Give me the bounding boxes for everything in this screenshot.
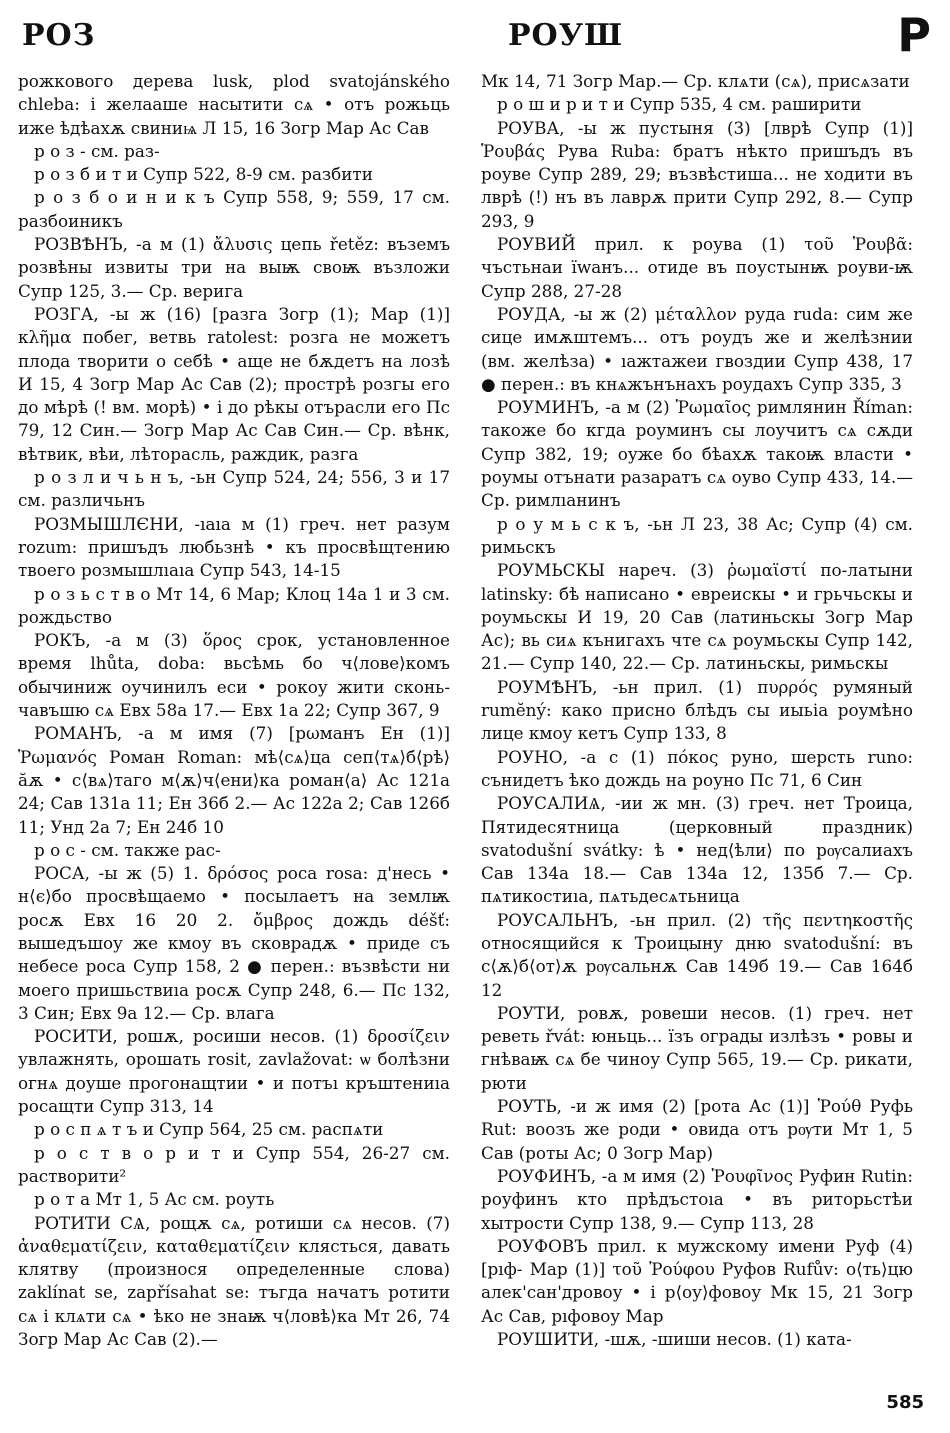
dictionary-entry: р о с - см. также рас-	[34, 839, 221, 860]
dictionary-entry: РОУТИ, ровѫ, ровеши несов. (1) греч. нет реветь řvát: юньць... їзъ ограды излѣзъ • ровы и гнѣваѭ сѧ бе чиноу Супр 565, 19.— Ср. рикати, рюти	[481, 1002, 913, 1093]
dictionary-entry: р о з - см. раз-	[34, 140, 160, 161]
dictionary-entry: р о с т в о р и т и Супр 554, 26-27 см. растворити²	[18, 1142, 450, 1186]
dictionary-entry: РОУВА, -ы ж пустыня (3) [лврѣ Супр (1)] Ῥουβάς Рува Ruba: братъ нѣкто пришъдъ въ роуве Супр 289, 29; възвѣстиша... не ходити въ лврѣ (!) нъ въ лаврѫ прити Супр 292, 8.— Супр 293, 9	[481, 117, 913, 231]
dictionary-entry: РОКЪ, -а м (3) ὅρος срок, установленное время lhůta, doba: вьсѣмь бо ч⟨лове⟩комъ обычиниж оучинилъ еси • рокоу жити сконь-чавъшю сѧ Евх 58а 17.— Евх 1а 22; Супр 367, 9	[18, 630, 450, 721]
dictionary-entry: РОУДА, -ы ж (2) μέταλλον руда ruda: сим же сице имѫштемъ... отъ роудъ же и желѣзнии (вм. желѣза) • ıажтажеи гвоздии Супр 438, 17 ● перен.: въ кнѧжънънахъ роудахъ Супр 335, 3	[481, 303, 913, 394]
right-column	[481, 70, 913, 1370]
dictionary-entry: р о с п ѧ т ъ и Супр 564, 25 см. распѧти	[34, 1119, 384, 1140]
dictionary-entry: РОМАНЪ, -а м имя (7) [рωманъ Ен (1)] Ῥωμανός Роман Roman: мѣ⟨сѧ⟩ца сеп⟨тѧ⟩б⟨рѣ⟩ ӑѫ • с⟨вѧ⟩таго м⟨ѫ⟩ч⟨ени⟩ка роман⟨а⟩ Ас 121а 24; Сав 131а 11; Ен 36б 2.— Ас 122а 2; Сав 126б 11; Унд 2а 7; Ен 24б 10	[18, 723, 450, 837]
dictionary-entry: РОУФИНЪ, -а м имя (2) Ῥουφῖνος Руфин Rutin: роуфинъ кто прѣдъстоıа • въ риторьстѣи хытрости Супр 138, 9.— Супр 113, 28	[481, 1165, 913, 1233]
dictionary-entry: РОУМИНЪ, -а м (2) Ῥωμαῖος римлянин Říman: такоже бо кгда роуминъ сы лоучитъ сѧ сѫди Супр 382, 19; оуже бо бѣахѫ такоѭ власти • роумы отънати разаратъ сѧ оуво Супр 433, 14.— Ср. римлıанинъ	[481, 397, 913, 511]
section-letter: Р	[897, 8, 932, 62]
dictionary-entry: РОТИТИ СѦ, рощѫ сѧ, ротиши сѧ несов. (7) ἀναθεματίζειν, καταθεματίζειν клясться, давать клятву (произнося определенные слова) zaklínat se, zapřísahat se: тъгда начатъ ротити сѧ і клѧти сѧ • ѣко не знаѭ ч⟨ловѣ⟩ка Мт 26, 74 Зогр Мар Ас Сав (2).—	[18, 1212, 450, 1350]
left-column	[18, 70, 450, 1370]
dictionary-entry: РОУМЬСКЫ нареч. (3) ῥωμαϊστί по-латыни latinsky: бѣ написано • евреискы • и грьчьскы и роумьскы И 19, 20 Сав (латиньскы Зогр Мар Ас); вь сиѧ кънигахъ чте сѧ роумьскы Супр 142, 21.— Супр 140, 22.— Ср. латиньскы, римьскы	[481, 560, 913, 674]
dictionary-entry: РОУТЬ, -и ж имя (2) [рота Ас (1)] Ῥούθ Руфь Rut: воозъ же роди • овида отъ рѹти Мт 1, 5 Сав (роты Ас; 0 Зогр Мар)	[481, 1096, 913, 1163]
dictionary-entry: рожкового дерева lusk, plod svatojánského chleba: і желааше насытити сѧ • отъ рожьць иже ѣдѣахѫ свиниѩ Л 15, 16 Зогр Мар Ас Сав	[18, 71, 450, 138]
dictionary-entry: РОЗМЫШЛЄНИ, -ıаıа м (1) греч. нет разум rozum: пришъдъ любьзнѣ • къ просвѣщтению твоего розмышлıаıа Супр 543, 14-15	[18, 513, 450, 581]
dictionary-entry: РОУВИЙ прил. к роува (1) τοῦ Ῥουβᾶ: чъстьнаи ïwанъ... отиде въ поустынѭ роуви-ѭ Супр 288, 27-28	[481, 234, 913, 301]
dictionary-entry: РОУМѢНЪ, -ьн прил. (1) πυρρός румяный rumĕný: како присно блѣдъ сы иыьіа роумѣно лице кмоу кетъ Супр 133, 8	[481, 676, 913, 744]
dictionary-entry: р о з б о и н и к ъ Супр 558, 9; 559, 17 см. разбоиникъ	[18, 187, 450, 231]
dictionary-entry: РОУНО, -а с (1) πόκος руно, шерсть runo: сънидетъ ѣко дождь на роуно Пс 71, 6 Син	[481, 746, 913, 790]
dictionary-entry: р о у м ь с к ъ, -ьн Л 23, 38 Ас; Супр (4) см. римьскъ	[481, 513, 913, 557]
page-number: 585	[886, 1392, 924, 1413]
running-head-center: РОУШ	[508, 18, 624, 53]
dictionary-entry: РОУСАЛИѦ, -ии ж мн. (3) греч. нет Троица, Пятидесятница (церковный праздник) svatodušní svátky: ѣ • нед⟨ѣли⟩ по рѹсалиахъ Сав 134а 18.— Сав 134а 12, 135б 7.— Ср. пѧтикостиıа, пѧтьдесѧтьница	[481, 793, 913, 907]
dictionary-entry: РОУШИТИ, -шѫ, -шиши несов. (1) ката-	[497, 1329, 852, 1350]
dictionary-entry: РОЗГА, -ы ж (16) [разга Зогр (1); Мар (1)] κλῆμα побег, ветвь ratolest: розга не можетъ плода творити о себѣ • аще не бѫдетъ на лозѣ И 15, 4 Зогр Мар Ас Сав (2); прострѣ розгы его до мѣрѣ (! вм. морѣ) • і до рѣкы отърасли его Пс 79, 12 Син.— Зогр Мар Ас Сав Син.— Ср. вѣнк, вѣтвик, вѣи, лѣторасль, раждик, разга	[18, 303, 450, 464]
dictionary-entry: р о з б и т и Супр 522, 8-9 см. разбити	[34, 164, 373, 185]
dictionary-entry: Мк 14, 71 Зогр Мар.— Ср. клѧти (сѧ), присѧзати	[481, 71, 910, 91]
dictionary-entry: р о т а Мт 1, 5 Ас см. роуть	[34, 1189, 275, 1210]
dictionary-entry: РОСА, -ы ж (5) 1. δρόσος роса rosa: д'несь • н⟨є⟩бо просвѣщаемо • посылаетъ на землѭ росѫ Евх 16 20 2. ὄμβρος дождь déšť: вышедъшоу же кмоу въ сковрадѫ • приде съ небесе роса Супр 158, 2 ● перен.: възвѣсти ни моего пришьствиıа росѫ Супр 248, 6.— Пс 132, 3 Син; Евх 9а 12.— Ср. влага	[18, 863, 450, 1023]
dictionary-entry: р о з л и ч ь н ъ, -ьн Супр 524, 24; 556, 3 и 17 см. различьнъ	[18, 467, 450, 511]
running-head-left: РОЗ	[22, 18, 96, 53]
dictionary-entry: РОСИТИ, рошѫ, росиши несов. (1) δροσίζειν увлажнять, орошать rosit, zavlažovat: ѡ болѣзни огнѧ доуше прогонащтии • и потъı кръштениıа росащти Супр 313, 14	[18, 1026, 450, 1117]
dictionary-entry: р о з ь с т в о Мт 14, 6 Мар; Клоц 14а 1 и 3 см. рождьство	[18, 583, 450, 627]
dictionary-entry: РОУФОВЪ прил. к мужскому имени Руф (4) [рıф- Мар (1)] τοῦ Ῥούφου Руфов Rufův: о⟨ть⟩цю алек'сан'дровоу • і р⟨оу⟩фовоу Мк 15, 21 Зогр Ас Сав, рıфовоу Мар	[481, 1235, 913, 1326]
dictionary-entry: р о ш и р и т и Супр 535, 4 см. раширити	[497, 94, 862, 115]
dictionary-entry: РОЗВѢНЪ, -а м (1) ἄλυσις цепь řetěz: въземъ розвѣны извиты три на выѭ своѭ възложи Супр 125, 3.— Ср. верига	[18, 234, 450, 301]
dictionary-entry: РОУСАЛЬНЪ, -ьн прил. (2) τῆς πεντηκοστῆς относящийся к Троицыну дню svatodušní: въ с⟨ѫ⟩б⟨от⟩ѫ рѹсальнѫ Сав 149б 19.— Сав 164б 12	[481, 909, 913, 1000]
